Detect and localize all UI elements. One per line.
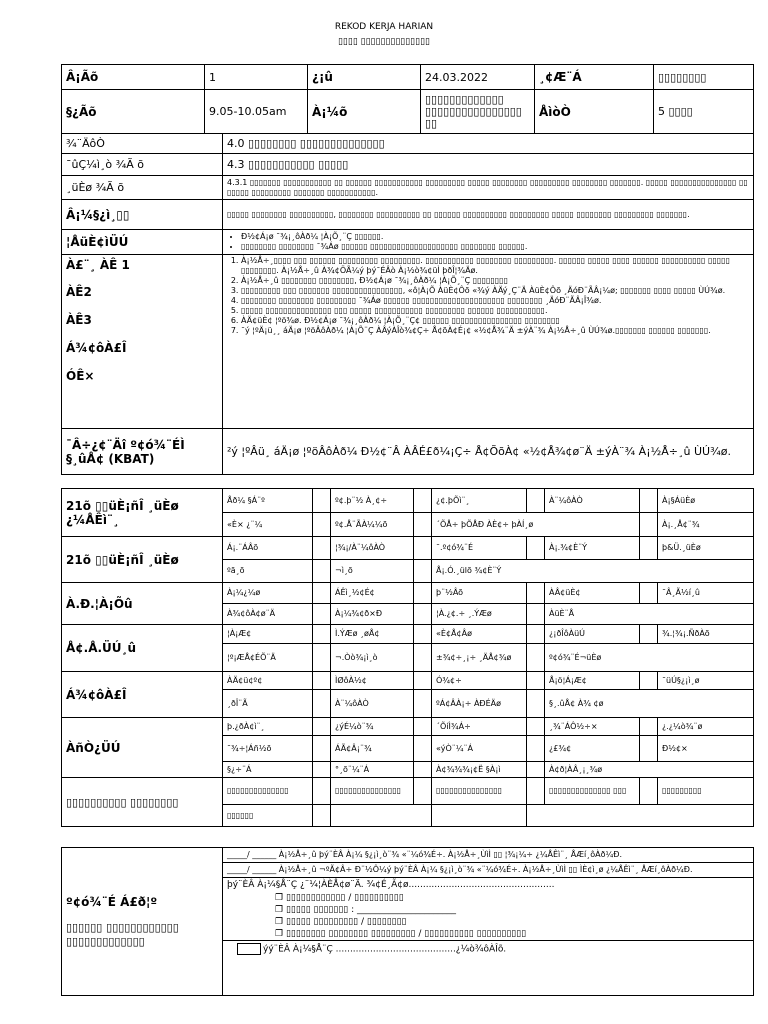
checklist-cell: ºã¸õ (223, 560, 313, 583)
checkbox[interactable] (640, 778, 658, 805)
assessment-label: Á¾¢ôÀ£Î (62, 672, 223, 718)
checklist-cell: Å¡.Ó.¸ülõ ¾¢È¨Ý (432, 560, 754, 583)
activity-label-step3: ÀÊ3 (66, 313, 92, 327)
reflection-check-text: ▯▯▯▯▯▯▯▯▯▯▯▯ / ▯▯▯▯▯▯▯▯▯▯ (285, 893, 404, 903)
day-value: 1 (205, 65, 308, 90)
checklist-cell: ÁÊì¸½¢É¢ (331, 583, 414, 604)
checklist-cell: ¿¡ðÎôÀüÚ (545, 625, 640, 644)
checklist-cell: ▯▯▯▯▯▯▯▯▯▯▯▯▯▯▯ (331, 778, 414, 805)
checkbox[interactable] (313, 537, 331, 560)
teaching-aids-label: À.Ð.¦À¡Õû (62, 583, 223, 625)
reflection-line: _____/ ______ À¡½Å÷¸û ¬ºÃ¢Â÷ Ð¨½Ô¼ý þý¨ÈÂ À¡¼ §¿¡ì¸ò¨¾ «¨¼ó¾É÷. À¡½Å÷¸ÙìÌ ▯▯ ÌÈ¢ì¸ø ¿¼ÅÊì¨¸ ÅÆí¸ôÀð¼Ð. (223, 863, 753, 878)
reflection-check-text: ▯▯▯▯▯ ▯▯▯▯▯▯▯▯▯ / ▯▯▯▯▯▯▯▯ (285, 917, 407, 927)
class-label: ÅìòÒ (535, 90, 654, 134)
activity-item: 4. ▯▯▯▯▯▯▯▯ ▯▯▯▯▯▯▯▯ ▯▯▯▯▯▯▯▯▯ ¯¾Áø ▯▯▯▯▯▯ ▯▯▯▯▯▯▯▯▯▯▯▯▯▯▯▯▯▯▯▯▯ ▯▯▯▯▯▯▯▯ ¸ÄóÐ¨ÃÂ¡Î¾ø. (241, 296, 749, 306)
checkbox[interactable] (313, 690, 331, 718)
checklist-cell: À¡.¾¢È¨Ý (545, 537, 640, 560)
activity-list (223, 255, 754, 429)
checklist-cell: Åð¼ §Á¨º (223, 489, 313, 513)
activity-label-assessment: Á¾¢ôÀ£Î (66, 341, 127, 355)
checklist-cell: ¯.º¢ó¾¨É (432, 537, 527, 560)
checklist-cell: ¿£¾¢ (545, 736, 640, 762)
document-subtitle: ▯▯▯▯ ▯▯▯▯▯▯▯▯▯▯▯▯▯▯ (337, 37, 430, 47)
checkbox[interactable] (527, 778, 545, 805)
week-value: ▯▯▯▯▯▯▯▯ (654, 65, 754, 90)
checklist-cell: ¯Â¸Ã½í¸û (658, 583, 754, 604)
checklist-cell: ¦¾¡/À¨¼ôÀÒ (331, 537, 414, 560)
activity-item: 3. ▯▯▯▯▯▯▯▯▯ ▯▯▯ ▯▯▯▯▯▯▯ ▯▯▯▯▯▯▯▯▯▯▯▯▯▯▯▯, «ô¦À¡Õ ÀüÈ¢Ôõ «¾ý ÀÄý¸Ç¨Ä ÀüÈ¢Ôõ ¸ÄóÐ¨ÃÂ¡¼ø; ▯▯▯▯▯▯▯ ▯▯▯▯ ▯▯▯▯▯ ÙÚ¾ø. (241, 286, 749, 296)
checkbox[interactable] (414, 644, 432, 672)
time-label: §¿Ãõ (62, 90, 205, 134)
learning-standard-value: 4.3.1 ▯▯▯▯▯▯▯ ▯▯▯▯▯▯▯▯▯▯▯ ▯▯ ▯▯▯▯▯▯ ▯▯▯▯▯▯▯▯▯▯▯ ▯▯▯▯▯▯▯▯▯ ▯▯▯▯▯ ▯▯▯▯▯▯▯▯ ▯▯▯▯▯▯▯▯▯ ▯▯▯▯▯▯▯▯ ▯▯▯▯▯▯▯. ▯▯▯▯▯ ▯▯▯▯▯▯▯▯▯▯▯▯▯▯▯ ▯▯ ▯▯▯▯▯ ▯▯▯▯▯▯▯▯▯ ▯▯▯▯▯▯▯ ▯▯▯▯▯▯▯▯▯▯▯. (223, 176, 754, 200)
checkbox[interactable] (313, 762, 331, 778)
checklist-cell: À¨¼ôÀÒ (545, 489, 640, 513)
document-title: REKOD KERJA HARIAN (334, 22, 434, 32)
activity-label-step2: ÀÊ2 (66, 285, 92, 299)
checkbox[interactable] (313, 625, 331, 644)
checklist-cell: À¡¼¿¼ø (223, 583, 313, 604)
checklist-cell: ÀÂ¢üÈ¢ (545, 583, 640, 604)
checklist-cell: Ð½¢× (658, 736, 754, 762)
checklist-cell: ¦À¡Æ¢ (223, 625, 313, 644)
date-label: ¿¡û (308, 65, 421, 90)
checkbox[interactable] (414, 672, 432, 690)
checkbox[interactable] (527, 604, 545, 625)
postpone-line[interactable] (223, 941, 753, 958)
checkbox[interactable] (527, 736, 545, 762)
checkbox[interactable] (527, 718, 545, 736)
checkbox[interactable] (313, 560, 331, 583)
class-value: 5 ▯▯▯▯ (654, 90, 754, 134)
checkbox[interactable] (414, 625, 432, 644)
checklist-cell: ÀüÈ¨Å (545, 604, 754, 625)
checkbox[interactable] (640, 513, 658, 537)
checklist-cell: ÀÄ¢ü¢º¢ (223, 672, 313, 690)
checkbox[interactable] (527, 690, 545, 718)
values-label: ÀñÒ¿ÜÚ (62, 718, 223, 778)
postpone-text: ýý¨ÈÂ À¡¼§Å¨Ç ..........................................¿¼ò¾ôÀÎõ. (263, 944, 507, 955)
checklist-cell: Ó¾¢÷ (432, 672, 527, 690)
checkbox[interactable] (640, 489, 658, 513)
reflection-check-text: ▯▯▯▯▯▯▯▯ ▯▯▯▯▯▯▯▯ ▯▯▯▯▯▯▯▯▯ / ▯▯▯▯▯▯▯▯▯▯ ▯▯▯▯▯▯▯▯▯▯ (285, 929, 527, 939)
checkbox[interactable] (414, 513, 432, 537)
checkbox[interactable] (414, 489, 432, 513)
activity-item: 6. ÀÄ¢üÈ¢ ¦ºö¾ø. Ð½¢Á¡ø ¯¾¡¸ôÀð¼ ¦À¡Õ¸¨Ç¢ ▯▯▯▯▯▯ ▯▯▯▯▯▯▯▯▯▯▯▯▯▯▯▯ ▯▯▯▯▯▯▯▯ (241, 316, 749, 326)
checkbox[interactable] (414, 560, 432, 583)
kbat-label: ¯Â÷¿¢¨Äî º¢ó¾¨ÉÌ §¸ûÅ¢ (KBAT) (62, 429, 223, 475)
learning-standard-label: ¸üÈø ¾Ã õ (62, 176, 223, 200)
theme-value: 4.0 ▯▯▯▯▯▯▯▯ ▯▯▯▯▯▯▯▯▯▯▯▯▯▯ (223, 134, 754, 154)
checkbox[interactable] (640, 672, 658, 690)
checkbox[interactable] (313, 672, 331, 690)
checklist-cell: ¿¢.þÕì¨¸ (432, 489, 527, 513)
checkbox[interactable] (640, 718, 658, 736)
checklist-cell: ¸ðÎ¨Ã (223, 690, 313, 718)
lesson-table (61, 133, 754, 475)
checklist-cell: ´ÕÅ÷ þÕÅÐ ÀÈ¢÷ þÀÍ¸ø (432, 513, 640, 537)
checkbox[interactable] (414, 583, 432, 604)
checklist-cell: º¢ó¾¨É¬üÈø (545, 644, 754, 672)
checklist-cell: Å¡ö¦Á¡Æ¢ (545, 672, 640, 690)
checklist-cell: §¸.ûÅ¢ À¾ ¢ø (545, 690, 754, 718)
success-criteria-label: ¦ÅüÈ¢ìÜÚ (62, 230, 223, 255)
checklist-cell (331, 805, 432, 827)
reflection-check-option[interactable] (223, 892, 753, 904)
checklist-cell: À¡§ÁüÈø (658, 489, 754, 513)
checklist-cell: ¾.¦¾¡.ÑðÀõ (658, 625, 754, 644)
checkbox[interactable] (414, 690, 432, 718)
checkbox[interactable] (414, 762, 432, 778)
checklist-cell (527, 805, 754, 827)
checkbox[interactable] (313, 718, 331, 736)
checklist-cell: ▯▯▯▯▯▯▯▯▯▯▯▯▯▯ ▯▯▯ (545, 778, 640, 805)
activity-item: 7. ¯ý ¦ºÄ¡ü¸¸ áÄ¡ø ¦ºöÂôÀð¼ ¦À¡Õ¨Ç ÀÂýÀÎò¾¢Ç÷ Å¢õÀ¢É¡¢ «½¢Å¾¨Ä ±ýÀ¨¾ À¡½Å÷¸û ÙÚ¾ø.▯▯▯▯▯▯▯ ▯▯▯▯▯▯ ▯▯▯▯▯▯▯. (241, 326, 749, 336)
subject-label: À¡¼õ (308, 90, 421, 134)
checklist-cell: ▯▯▯▯▯▯▯▯▯ (658, 778, 754, 805)
reflection-content (223, 848, 754, 996)
checklist-cell: °¸õ¨¼¨Á (331, 762, 414, 778)
checkbox[interactable] (414, 718, 432, 736)
checkbox[interactable] (432, 805, 527, 827)
checklist-cell: ▯▯▯▯▯▯▯▯▯▯▯▯▯▯ (223, 778, 313, 805)
reflection-line: þý¨ÈÂ À¡¼§Å¨Ç ¿¨¼¦ÀÈÅ¢ø¨Ä. ¾¢É¸Ã¢ø................................................... (227, 880, 555, 890)
checkbox[interactable] (527, 644, 545, 672)
checkbox-icon: ❐ (275, 917, 286, 927)
activity-item: 2. À¡½Å÷¸û ▯▯▯▯▯▯▯▯ ▯▯▯▯▯▯▯▯, Ð½¢Á¡ø ¯¾¡¸ôÀð¼ ¦À¡Õ¸¨Ç ▯▯▯▯▯▯▯▯ (241, 276, 749, 286)
checkbox[interactable] (527, 583, 545, 604)
reflection-title: º¢ó¾¨É Á£ð¦º (66, 894, 158, 909)
reflection-line: _____/ ______ À¡½Å÷¸û þý¨ÈÂ À¡¼ §¿¡ì¸ò¨¾ «¨¼ó¾É÷. À¡½Å÷¸ÙìÌ ▯▯ ¦¾¡¼÷ ¿¼ÅÊì¨¸ ÅÆí¸ôÀð¼Ð. (223, 848, 753, 863)
checkbox[interactable] (313, 805, 331, 827)
checklist-cell: À¢ð¦ÀÂ¸¡¸¾ø (545, 762, 754, 778)
activity-item: 5. ▯▯▯▯▯ ▯▯▯▯▯▯▯▯▯▯▯▯▯▯▯ ▯▯▯ ▯▯▯▯▯ ▯▯▯▯▯▯▯▯▯▯▯ ▯▯▯▯▯▯▯▯▯ ▯▯▯▯▯▯ ▯▯▯▯▯▯▯▯▯▯▯. (241, 306, 749, 316)
reflection-check-option[interactable] (223, 916, 753, 928)
reflection-check-option[interactable] (223, 928, 753, 941)
checkbox[interactable] (414, 778, 432, 805)
checkbox-icon (237, 943, 261, 955)
checklist-cell: À¢¾¾¾¡¢Ë §À¡ì (432, 762, 527, 778)
checklist-cell: ¿.¿¼ò¾¨ø (658, 718, 754, 736)
activity-label-closure: ÓÊ× (66, 369, 95, 383)
extra-label: ▯▯▯▯▯▯▯▯▯▯ ▯▯▯▯▯▯▯▯ (62, 778, 223, 827)
checklist-cell: À¾¢ôÀ¢ø¨Ä (223, 604, 313, 625)
checkbox[interactable] (527, 762, 545, 778)
checklist-cell: À¡.¸Å¢¨¾ (658, 513, 754, 537)
checkbox[interactable] (414, 736, 432, 762)
checklist-cell: ÁÃ¢Â¡¨¾ (331, 736, 414, 762)
checklist-cell: ▯▯▯▯▯▯▯▯▯▯▯▯▯▯▯ (432, 778, 527, 805)
reflection-check-option[interactable] (223, 904, 753, 916)
checklist-cell: ´ÕíÌ¾Á÷ (432, 718, 527, 736)
reflection-check-text: ▯▯▯▯▯ ▯▯▯▯▯▯▯ : ______________________ (285, 905, 456, 915)
activity-labels (62, 255, 223, 429)
checklist-cell: þ¨½Âõ (432, 583, 527, 604)
checkbox-icon: ❐ (275, 929, 286, 939)
checkbox[interactable] (640, 625, 658, 644)
checkbox[interactable] (313, 583, 331, 604)
subject-value: ▯▯▯▯▯▯▯▯▯▯▯▯▯ ▯▯▯▯▯▯▯▯▯▯▯▯▯▯▯▯ ▯▯ (421, 90, 535, 134)
reflection-label (62, 848, 223, 996)
checklist-cell: «ýÒ¨¼¨Á (432, 736, 527, 762)
skills21-activity-label: 21õ ▯▯üÈ¡ñÎ ¸üÈø (62, 537, 223, 583)
checklist-cell: ¦º¡ÆÅ¢ÉÕ¨Ä (223, 644, 313, 672)
week-label: ¸¢Æ¨Á (535, 65, 654, 90)
checklist-cell: º¢.Å¨ÃÀ¼¼õ (331, 513, 414, 537)
checkbox-icon: ❐ (275, 905, 286, 915)
checklist-cell: «È× ¿¨¼ (223, 513, 313, 537)
checklist-cell: Á¡.¨ÁÂõ (223, 537, 313, 560)
checklist-cell: ¯¾÷¦Áñ½õ (223, 736, 313, 762)
checkbox[interactable] (414, 604, 432, 625)
success-criteria-item: • ▯▯▯▯▯▯▯▯ ▯▯▯▯▯▯▯▯ ¯¾Áø ▯▯▯▯▯▯ ▯▯▯▯▯▯▯▯▯▯▯▯▯▯▯▯▯▯▯▯ ▯▯▯▯▯▯▯▯ ▯▯▯▯▯▯. (241, 242, 749, 252)
theme-label: ¾¨ÄôÒ (62, 134, 223, 154)
checkbox[interactable] (313, 778, 331, 805)
checkbox[interactable] (313, 604, 331, 625)
kbat-value: ²ý ¦ºÂü¸ áÄ¡ø ¦ºöÂôÀð¼ Ð½¢¨Â ÀÂÉ£ð¼¡Ç÷ Å¢ÕõÀ¢ «½¢Å¾¢ø¨Ä ±ýÀ¨¾ À¡½Å÷¸û ÙÚ¾ø. (223, 429, 754, 475)
activity-item: 1. À¡½Å÷¸▯▯▯▯ ▯▯▯ ▯▯▯▯▯▯ ▯▯▯▯▯▯▯▯▯ ▯▯▯▯▯▯▯▯▯. ▯▯▯▯▯▯▯▯▯▯▯ ▯▯▯▯▯▯▯▯ ▯▯▯▯▯▯▯▯▯. ▯▯▯▯▯▯ ▯▯▯▯▯ ▯▯▯▯ ▯▯▯▯▯▯ ▯▯▯▯▯▯▯▯▯▯ ▯▯▯▯▯ ▯▯▯▯▯▯▯▯. À¡½Å÷¸û À¾¢ÖÃ¼ý þý¯ÉÂò À¡½ò¾¢üÌ þðÎ¦¾Äø. (241, 256, 749, 276)
checkbox[interactable] (527, 625, 545, 644)
checklist-cell: À¨¼ôÀÒ (331, 690, 414, 718)
checkbox[interactable] (313, 489, 331, 513)
checklist-cell: ¯üÚ§¿¡ì¸ø (658, 672, 754, 690)
checklist-cell: «È¢Å¢Âø (432, 625, 527, 644)
time-value: 9.05-10.05am (205, 90, 308, 134)
checklist-cell: º¢.þ¨½ À¸¢÷ (331, 489, 414, 513)
skills21-label: 21õ ▯▯üÈ¡ñÎ ¸üÈø ¿¼ÅÊì¨¸ (62, 489, 223, 537)
checkbox[interactable] (313, 513, 331, 537)
reflection-table (61, 847, 754, 996)
checkbox[interactable] (527, 672, 545, 690)
checklist-cell: ¿ýÉ¼ò¨¾ (331, 718, 414, 736)
checkbox[interactable] (527, 489, 545, 513)
info-table (61, 64, 754, 134)
objective-value: ▯▯▯▯▯ ▯▯▯▯▯▯▯▯ ▯▯▯▯▯▯▯▯▯▯, ▯▯▯▯▯▯▯▯ ▯▯▯▯▯▯▯▯▯▯ ▯▯ ▯▯▯▯▯▯ ▯▯▯▯▯▯▯▯▯▯ ▯▯▯▯▯▯▯▯▯ ▯▯▯▯▯ ▯▯▯▯▯▯▯▯ ▯▯▯▯▯▯▯▯▯ ▯▯▯▯▯▯▯. (223, 200, 754, 230)
checklist-cell: ºÁ¢ÂÀ¡÷ ÀÐÉÄø (432, 690, 527, 718)
checkbox[interactable] (313, 736, 331, 762)
content-standard-value: 4.3 ▯▯▯▯▯▯▯▯▯▯▯ ▯▯▯▯▯ (223, 154, 754, 176)
checkbox-icon: ❐ (275, 893, 286, 903)
checklist-table (61, 488, 754, 827)
checklist-cell: ÌØôÀ½¢ (331, 672, 414, 690)
checklist-cell: ¸¾¨ÁÔ½÷× (545, 718, 640, 736)
checkbox[interactable] (640, 583, 658, 604)
checklist-cell: ¦À.¿¢.÷ ¸.ÝÆø (432, 604, 527, 625)
checklist-cell: ¬ì¸õ (331, 560, 414, 583)
checkbox[interactable] (640, 537, 658, 560)
checklist-cell: À¡¼¾¢ð×Ð (331, 604, 414, 625)
success-criteria-item: • Ð½¢Á¡ø ¯¾¡¸ôÀð¼ ¦À¡Õ¸¨Ç ▯▯▯▯▯▯. (241, 232, 749, 242)
reflection-subtitle: ▯▯▯▯▯▯ ▯▯▯▯▯▯▯▯▯▯▯▯ ▯▯▯▯▯▯▯▯▯▯▯▯▯ (66, 920, 179, 948)
date-value: 24.03.2022 (421, 65, 535, 90)
checklist-cell: §¿÷¨Á (223, 762, 313, 778)
checklist-cell: Ì.ÝÆø ¸øÅ¢ (331, 625, 414, 644)
checkbox[interactable] (527, 537, 545, 560)
cross-curricular-label: Å¢.Å.ÜÚ¸û (62, 625, 223, 672)
checklist-cell: ¬.Òò¾¡ì¸ò (331, 644, 414, 672)
checkbox[interactable] (640, 736, 658, 762)
checklist-cell: ▯▯▯▯▯▯ (223, 805, 313, 827)
content-standard-label: ¯ûÇ¼ì¸ò ¾Ã õ (62, 154, 223, 176)
checklist-cell: þ.¿ðÀ¢ì¨¸ (223, 718, 313, 736)
checkbox[interactable] (313, 644, 331, 672)
checkbox[interactable] (414, 537, 432, 560)
checklist-cell: þ&Ü.¸üÈø (658, 537, 754, 560)
activity-label-step1: À£¨¸ ÀÊ 1 (66, 258, 130, 272)
success-criteria-list (223, 230, 754, 255)
checklist-cell: ±¾¢÷¸¡÷ ¸ÄÅ¢¾ø (432, 644, 527, 672)
day-label: Â¡Ãõ (62, 65, 205, 90)
objective-label: Â¡¼§¿ì¸▯▯ (62, 200, 223, 230)
